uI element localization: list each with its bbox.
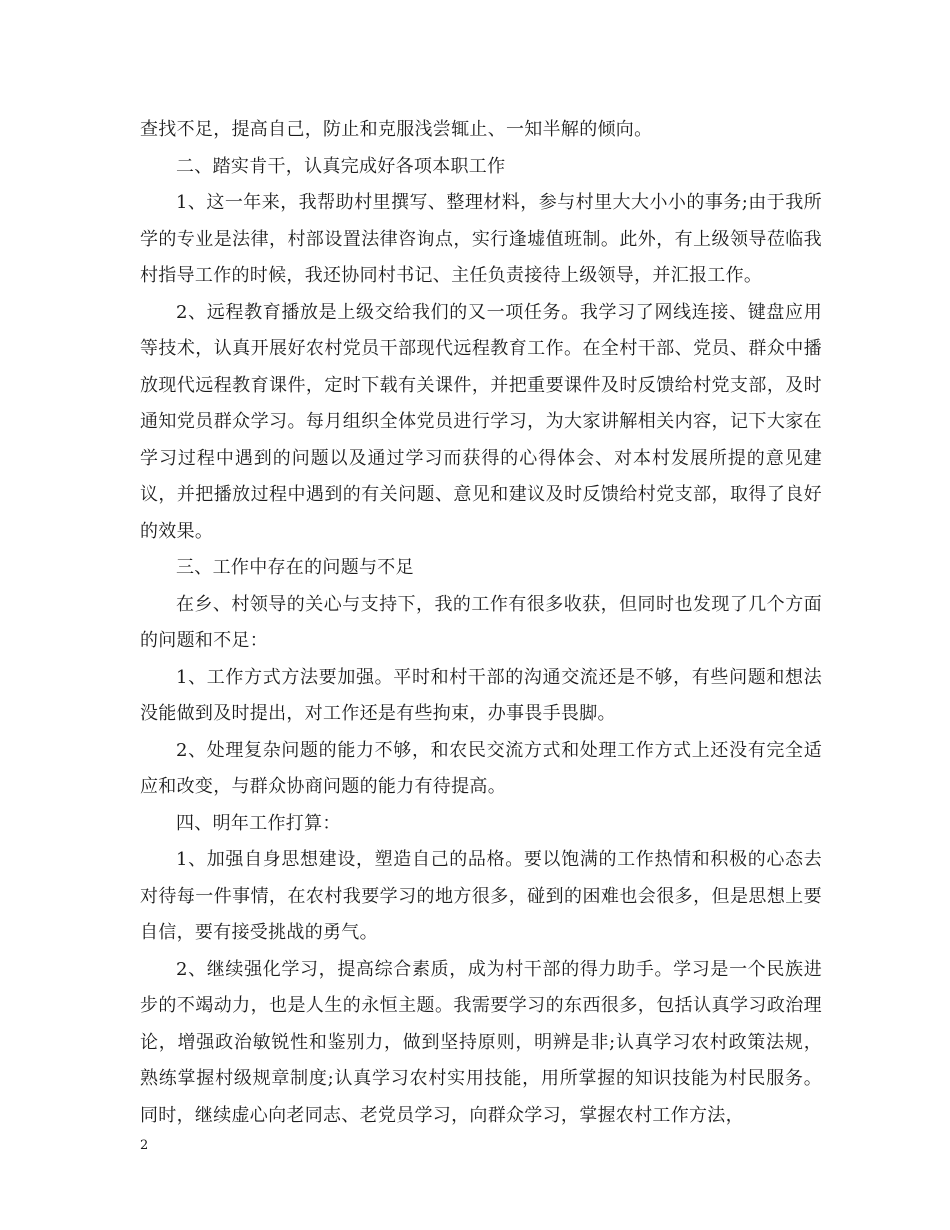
paragraph-3: 1、这一年来，我帮助村里撰写、整理材料，参与村里大大小小的事务;由于我所学的专业是法律，村部设置法律咨询点，实行逢墟值班制。此外，有上级领导莅临我村指导工作的时候，我还协同村书记、主任负责接待上级领导，并汇报工作。 bbox=[140, 192, 822, 286]
section-heading-4: 四、明年工作打算： bbox=[176, 812, 341, 834]
document-body bbox=[140, 112, 822, 1134]
paragraph-1: 查找不足，提高自己，防止和克服浅尝辄止、一知半解的倾向。 bbox=[140, 119, 653, 140]
paragraph-8: 2、处理复杂问题的能力不够，和农民交流方式和处理工作方式上还没有完全适应和改变，与群众协商问题的能力有待提高。 bbox=[140, 739, 822, 797]
paragraph-7: 1、工作方式方法要加强。平时和村干部的沟通交流还是不够，有些问题和想法没能做到及时提出，对工作还是有些拘束，办事畏手畏脚。 bbox=[140, 666, 822, 724]
paragraph-4: 2、远程教育播放是上级交给我们的又一项任务。我学习了网线连接、键盘应用等技术，认真开展好农村党员干部现代远程教育工作。在全村干部、党员、群众中播放现代远程教育课件，定时下载有关课件，并把重要课件及时反馈给村党支部，及时通知党员群众学习。每月组织全体党员进行学习，为大家讲解相关内容，记下大家在学习过程中遇到的问题以及通过学习而获得的心得体会、对本村发展所提的意见建议，并把播放过程中遇到的有关问题、意见和建议及时反馈给村党支部，取得了良好的效果。 bbox=[140, 301, 822, 542]
paragraph-6: 在乡、村领导的关心与支持下，我的工作有很多收获，但同时也发现了几个方面的问题和不足： bbox=[140, 593, 822, 651]
page-number: 2 bbox=[140, 1138, 149, 1153]
section-heading-2: 二、踏实肯干，认真完成好各项本职工作 bbox=[176, 155, 506, 177]
paragraph-10: 1、加强自身思想建设，塑造自己的品格。要以饱满的工作热情和积极的心态去对待每一件事情，在农村我要学习的地方很多，碰到的困难也会很多，但是思想上要自信，要有接受挑战的勇气。 bbox=[140, 849, 822, 943]
section-heading-3: 三、工作中存在的问题与不足 bbox=[176, 557, 414, 578]
paragraph-11: 2、继续强化学习，提高综合素质，成为村干部的得力助手。学习是一个民族进步的不竭动力，也是人生的永恒主题。我需要学习的东西很多，包括认真学习政治理论，增强政治敏锐性和鉴别力，做到坚持原则，明辨是非;认真学习农村政策法规，熟练掌握村级规章制度;认真学习农村实用技能，用所掌握的知识技能为村民服务。同时，继续虚心向老同志、老党员学习，向群众学习，掌握农村工作方法， bbox=[140, 958, 822, 1126]
